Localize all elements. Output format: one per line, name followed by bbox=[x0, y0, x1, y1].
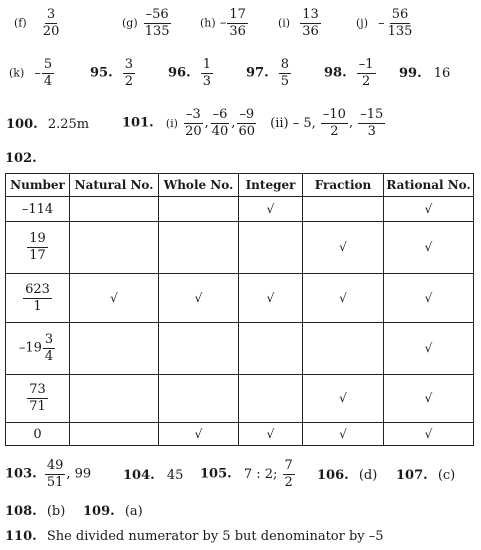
fraction bbox=[43, 333, 55, 363]
whole-cell bbox=[159, 274, 239, 323]
numerator: 8 bbox=[280, 57, 290, 72]
answer-107 bbox=[396, 468, 455, 483]
fraction-cell bbox=[303, 222, 384, 274]
numerator: 19 bbox=[29, 231, 46, 247]
question-number: 108. bbox=[5, 504, 37, 519]
denominator: 1 bbox=[33, 298, 42, 314]
fraction bbox=[27, 383, 48, 413]
question-number: 98. bbox=[324, 65, 347, 81]
fraction bbox=[321, 108, 348, 138]
answer-value: (b) bbox=[46, 504, 66, 519]
denominator: 5 bbox=[280, 73, 290, 89]
minus-sign: – bbox=[219, 15, 227, 31]
tick-mark: √ bbox=[424, 240, 433, 254]
rational-cell bbox=[384, 222, 474, 274]
tick-mark: √ bbox=[339, 240, 347, 254]
fraction bbox=[27, 232, 48, 262]
minus-sign: – bbox=[34, 65, 41, 81]
numerator: –15 bbox=[360, 107, 384, 122]
answer-i bbox=[278, 8, 322, 38]
tick-mark: √ bbox=[424, 426, 433, 441]
tick-mark: √ bbox=[266, 201, 275, 216]
answer-101: 101. (i) $\frac{-3}{20}$ , $\frac{-6}{40}$ , $\frac{-9}{60}$ (ii) – 5, $\frac{-10}{2}$ , $\frac{-15}{3}$ bbox=[122, 107, 384, 139]
answer-100 bbox=[6, 117, 89, 132]
tick-mark: √ bbox=[194, 290, 203, 305]
natural-cell bbox=[70, 423, 159, 446]
fraction bbox=[42, 58, 54, 88]
question-number: 106. bbox=[317, 468, 349, 483]
answer-k bbox=[9, 58, 55, 88]
fraction bbox=[41, 8, 62, 38]
denominator: 2 bbox=[124, 73, 134, 89]
denominator: 17 bbox=[29, 248, 46, 263]
answer-j bbox=[356, 8, 415, 38]
column-header: Number bbox=[6, 174, 70, 197]
whole-cell bbox=[159, 323, 239, 375]
table-row bbox=[6, 323, 474, 375]
column-header: Rational No. bbox=[384, 174, 474, 197]
rational-cell bbox=[384, 423, 474, 446]
rational-cell bbox=[384, 375, 474, 423]
column-header: Integer bbox=[239, 174, 303, 197]
answer-value: 2.25m bbox=[47, 117, 90, 132]
answer-98 bbox=[324, 58, 377, 88]
column-header: Fraction bbox=[303, 174, 384, 197]
denominator: 135 bbox=[387, 23, 413, 39]
tick-mark: √ bbox=[110, 290, 118, 305]
question-number: 109. bbox=[83, 504, 115, 519]
numerator: –9 bbox=[239, 107, 255, 122]
answer-109 bbox=[83, 504, 143, 519]
answer-value: 16 bbox=[433, 66, 451, 81]
numerator: 7 bbox=[284, 458, 293, 473]
fraction bbox=[123, 58, 135, 88]
numerator: –1 bbox=[358, 57, 374, 72]
table-header-row bbox=[6, 174, 474, 197]
answer-label: (i) bbox=[278, 16, 291, 30]
whole-cell bbox=[159, 222, 239, 274]
question-number: 99. bbox=[399, 66, 422, 81]
tick-mark: √ bbox=[266, 290, 275, 305]
denominator: 60 bbox=[238, 123, 255, 139]
tick-mark: √ bbox=[194, 426, 203, 441]
natural-cell bbox=[70, 222, 159, 274]
question-number: 97. bbox=[246, 65, 269, 81]
denominator: 3 bbox=[202, 73, 212, 89]
answer-103 bbox=[5, 459, 91, 489]
number-cell bbox=[6, 323, 70, 375]
rational-cell bbox=[384, 274, 474, 323]
denominator: 71 bbox=[29, 399, 46, 414]
denominator: 36 bbox=[229, 23, 246, 39]
answer-f bbox=[14, 8, 62, 38]
answer-g bbox=[122, 8, 173, 38]
whole-part: –19 bbox=[18, 341, 42, 356]
answer-108 bbox=[5, 504, 65, 519]
number-cell bbox=[6, 222, 70, 274]
denominator: 2 bbox=[362, 73, 371, 89]
question-number: 100. bbox=[6, 117, 38, 132]
denominator: 36 bbox=[302, 23, 319, 39]
fraction bbox=[183, 108, 204, 138]
numerator: 5 bbox=[43, 57, 53, 72]
answer-value: (d) bbox=[358, 468, 378, 483]
fraction bbox=[279, 58, 291, 88]
whole-cell bbox=[159, 197, 239, 222]
table-row bbox=[6, 222, 474, 274]
numerator: 3 bbox=[46, 7, 56, 22]
answer-106 bbox=[317, 468, 377, 483]
answer-value: 45 bbox=[166, 468, 184, 483]
fraction-cell bbox=[303, 375, 384, 423]
part-label: (ii) – 5, bbox=[270, 115, 316, 131]
minus-sign: – bbox=[378, 15, 385, 31]
question-number: 110. bbox=[5, 529, 37, 544]
number-value: 0 bbox=[33, 426, 42, 442]
numerator: –3 bbox=[185, 107, 201, 122]
answer-tail: , 99 bbox=[66, 466, 92, 482]
question-number: 103. bbox=[5, 466, 37, 482]
table-row bbox=[6, 375, 474, 423]
whole-cell bbox=[159, 375, 239, 423]
natural-cell bbox=[70, 274, 159, 323]
natural-cell bbox=[70, 197, 159, 222]
question-number: 101. bbox=[122, 115, 154, 131]
numerator: 3 bbox=[44, 332, 54, 348]
table-row bbox=[6, 423, 474, 446]
fraction-cell bbox=[303, 323, 384, 375]
answer-h bbox=[200, 8, 249, 38]
numerator: –10 bbox=[322, 107, 346, 122]
answer-95 bbox=[90, 58, 136, 88]
fraction bbox=[358, 108, 385, 138]
fraction bbox=[23, 283, 52, 313]
answer-110 bbox=[5, 529, 384, 544]
question-number: 105. bbox=[200, 466, 232, 482]
tick-mark: √ bbox=[266, 426, 275, 441]
fraction-cell bbox=[303, 197, 384, 222]
tick-mark: √ bbox=[339, 290, 347, 305]
denominator: 2 bbox=[284, 474, 293, 490]
answer-label: (f) bbox=[14, 16, 27, 30]
integer-cell bbox=[239, 274, 303, 323]
fraction bbox=[227, 8, 248, 38]
answer-97 bbox=[246, 58, 292, 88]
answer-value: She divided numerator by 5 but denominator by –5 bbox=[46, 529, 384, 544]
number-cell bbox=[6, 423, 70, 446]
fraction bbox=[386, 8, 415, 38]
integer-cell bbox=[239, 323, 303, 375]
numerator: 13 bbox=[302, 7, 319, 22]
natural-cell bbox=[70, 375, 159, 423]
tick-mark: √ bbox=[339, 426, 347, 441]
number-classification-table bbox=[5, 173, 474, 446]
answer-label: (g) bbox=[122, 16, 138, 30]
whole-cell bbox=[159, 423, 239, 446]
answer-label: (j) bbox=[356, 16, 368, 30]
number-cell bbox=[6, 274, 70, 323]
column-header: Whole No. bbox=[159, 174, 239, 197]
table-row bbox=[6, 197, 474, 222]
number-value: –114 bbox=[21, 201, 54, 217]
answer-104 bbox=[123, 468, 183, 483]
rational-cell bbox=[384, 323, 474, 375]
tick-mark: √ bbox=[424, 341, 433, 355]
numerator: 73 bbox=[29, 382, 46, 398]
denominator: 3 bbox=[367, 123, 376, 139]
denominator: 4 bbox=[44, 349, 54, 364]
answer-value: (a) bbox=[124, 504, 143, 519]
fraction bbox=[45, 459, 66, 489]
integer-cell bbox=[239, 375, 303, 423]
fraction bbox=[201, 58, 213, 88]
denominator: 40 bbox=[211, 123, 229, 139]
numerator: 623 bbox=[25, 281, 50, 297]
integer-cell bbox=[239, 197, 303, 222]
denominator: 135 bbox=[144, 23, 170, 39]
question-number: 107. bbox=[396, 468, 428, 483]
fraction bbox=[210, 108, 231, 138]
table-row bbox=[6, 274, 474, 323]
denominator: 20 bbox=[42, 23, 60, 39]
fraction bbox=[300, 8, 321, 38]
question-number: 102. bbox=[5, 151, 37, 166]
numerator: 3 bbox=[124, 57, 134, 72]
numerator: 56 bbox=[391, 7, 409, 22]
answer-value: 7 : 2; bbox=[243, 466, 278, 482]
fraction bbox=[236, 108, 257, 138]
natural-cell bbox=[70, 323, 159, 375]
integer-cell bbox=[239, 222, 303, 274]
tick-mark: √ bbox=[424, 391, 433, 405]
numerator: –6 bbox=[212, 107, 228, 122]
answer-value: (c) bbox=[437, 468, 456, 483]
question-number: 104. bbox=[123, 468, 155, 483]
numerator: 1 bbox=[202, 57, 212, 72]
denominator: 51 bbox=[46, 474, 64, 490]
question-number: 95. bbox=[90, 65, 113, 81]
answer-105 bbox=[200, 459, 296, 489]
answer-99 bbox=[399, 66, 450, 81]
tick-mark: √ bbox=[424, 201, 433, 216]
fraction bbox=[143, 8, 172, 38]
denominator: 4 bbox=[43, 73, 53, 89]
denominator: 2 bbox=[330, 123, 339, 139]
fraction-cell bbox=[303, 423, 384, 446]
numerator: 49 bbox=[46, 458, 64, 473]
tick-mark: √ bbox=[339, 391, 347, 405]
numerator: 17 bbox=[229, 7, 246, 22]
part-label: (i) bbox=[165, 116, 178, 130]
numerator: –56 bbox=[145, 7, 169, 22]
answer-label: (k) bbox=[9, 66, 25, 80]
answer-96 bbox=[168, 58, 214, 88]
number-cell bbox=[6, 375, 70, 423]
answer-label: (h) bbox=[200, 16, 216, 30]
number-cell bbox=[6, 197, 70, 222]
rational-cell bbox=[384, 197, 474, 222]
tick-mark: √ bbox=[424, 290, 433, 305]
fraction bbox=[357, 58, 376, 88]
denominator: 20 bbox=[185, 123, 202, 139]
fraction bbox=[283, 459, 295, 489]
question-number: 96. bbox=[168, 65, 191, 81]
fraction-cell bbox=[303, 274, 384, 323]
column-header: Natural No. bbox=[70, 174, 159, 197]
integer-cell bbox=[239, 423, 303, 446]
